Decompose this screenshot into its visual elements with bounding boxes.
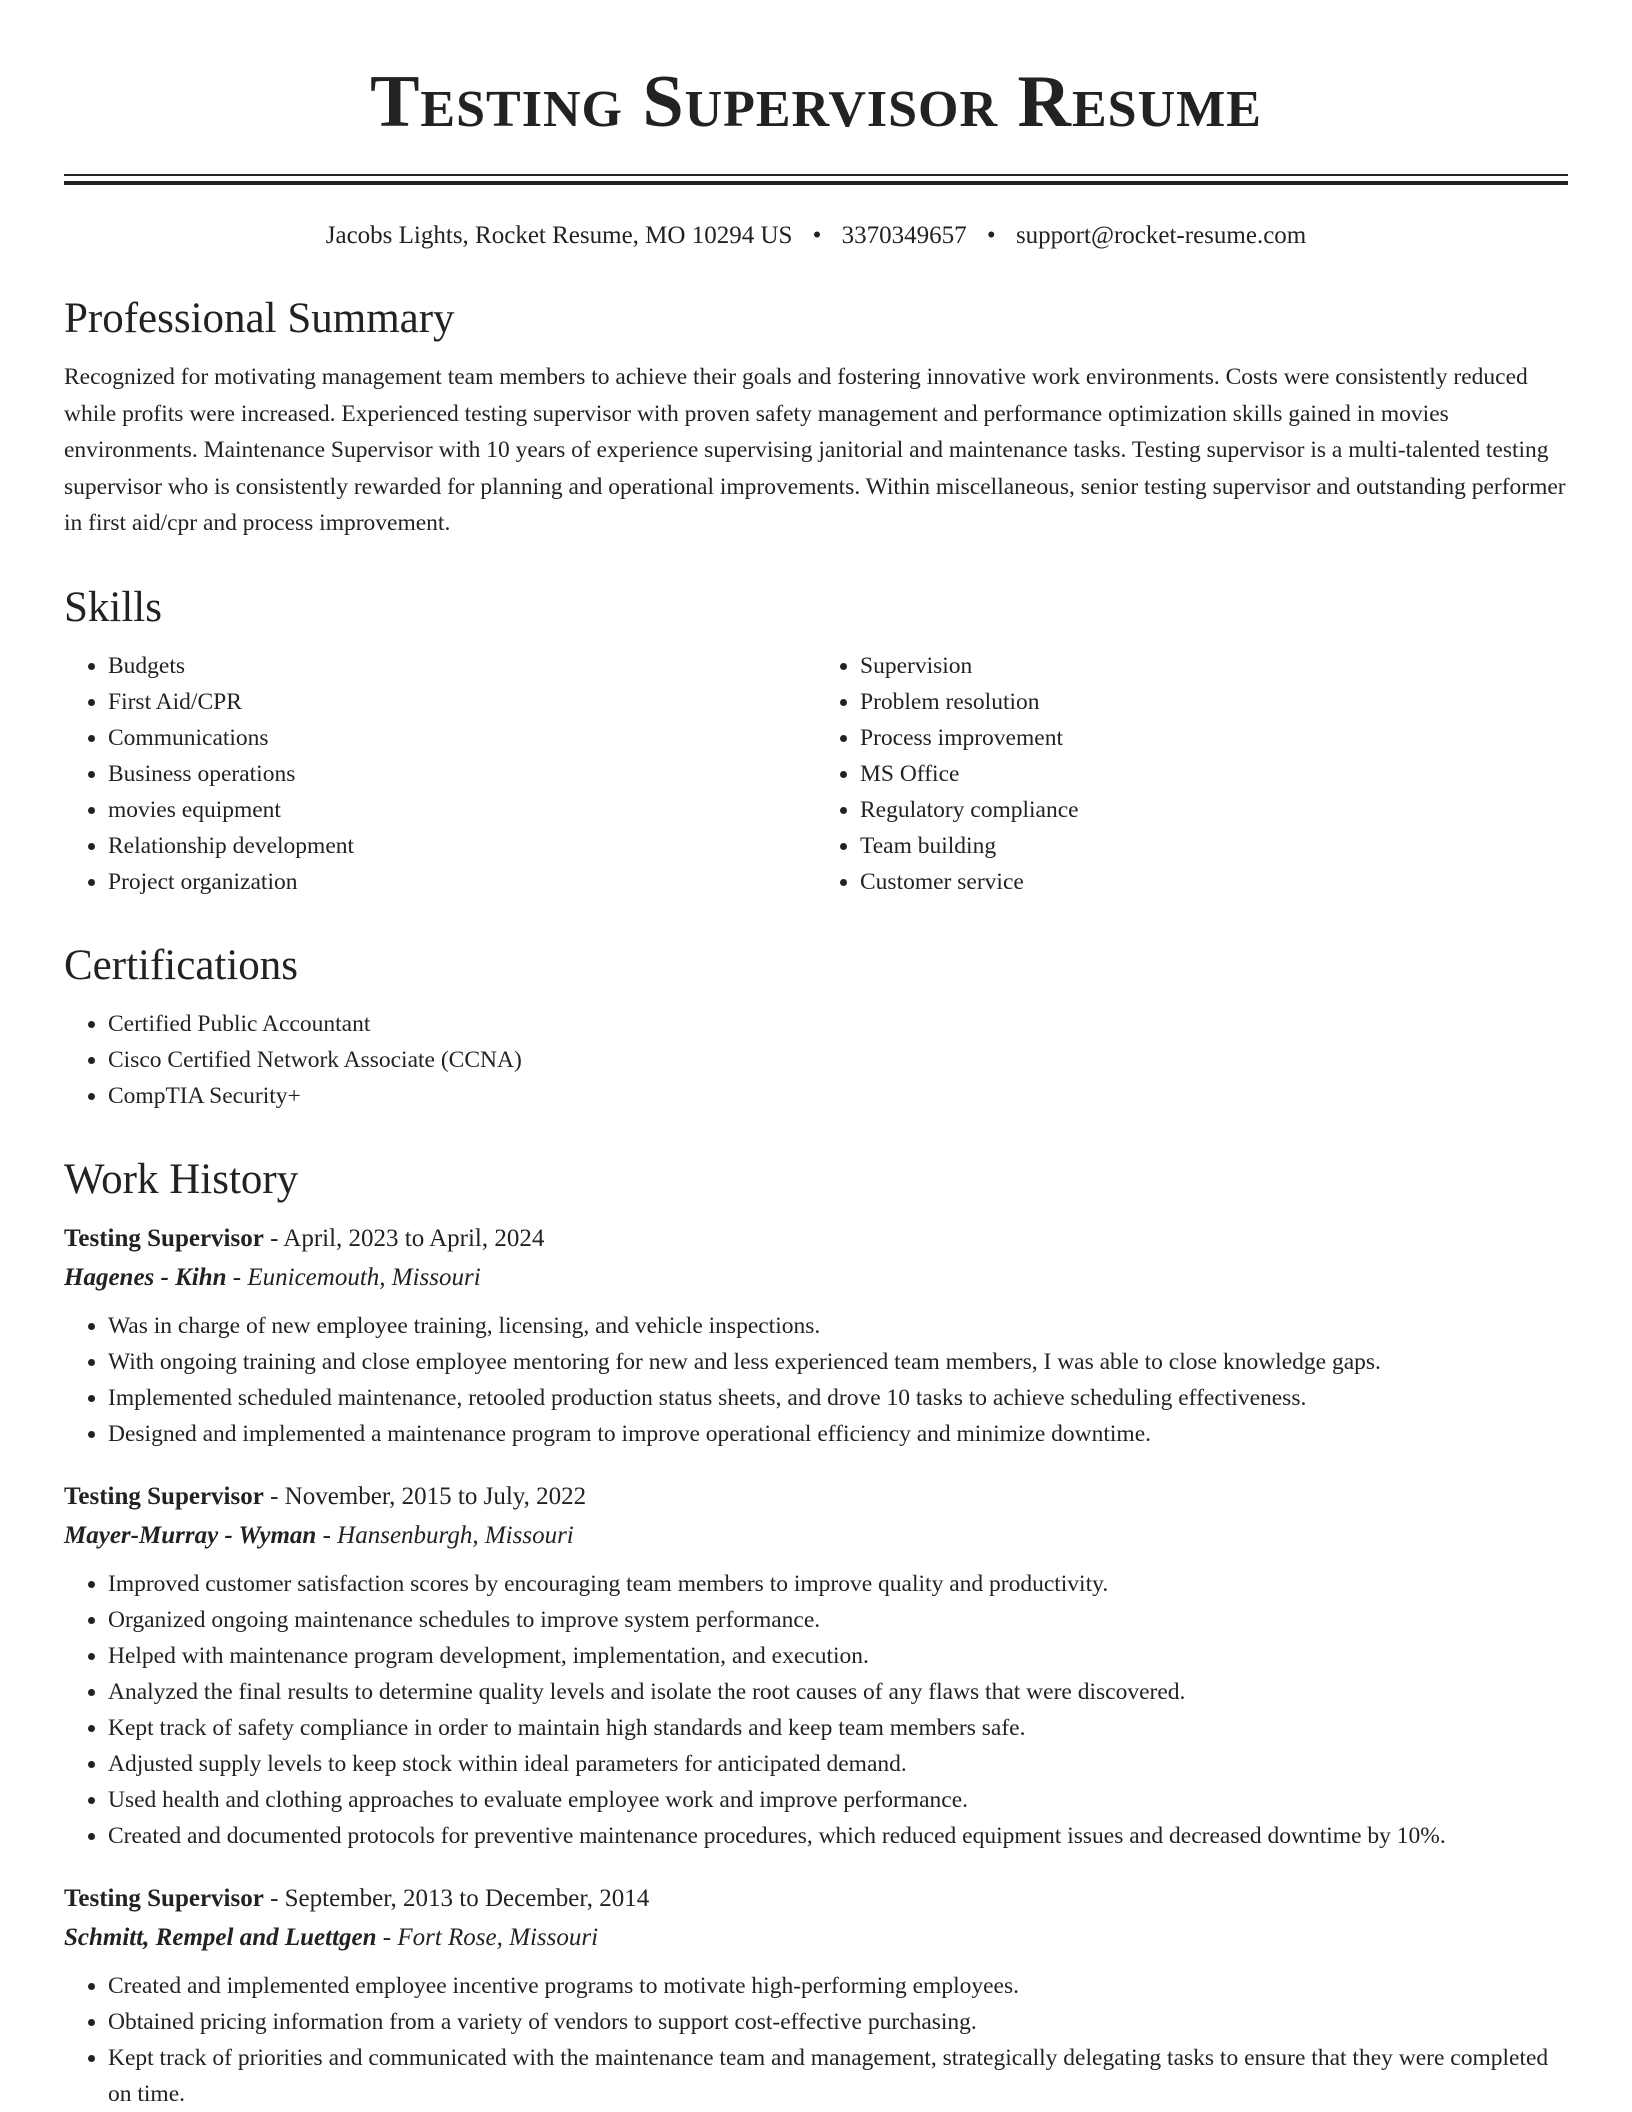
skills-list xyxy=(64,648,1568,900)
job-header xyxy=(64,1478,1568,1516)
skill-item: • Relationship development xyxy=(108,828,816,864)
job-duty: • Designed and implemented a maintenance program to improve operational efficiency and minimize downtime. xyxy=(108,1416,1568,1452)
job-duty: • Kept track of safety compliance in order to maintain high standards and keep team members safe. xyxy=(108,1710,1568,1746)
certifications-heading: Certifications xyxy=(64,941,299,989)
contact-separator: • xyxy=(812,222,822,249)
job-dates: - April, 2023 to April, 2024 xyxy=(263,1224,545,1252)
job-duties xyxy=(64,1308,1568,1452)
skill-item: • Project organization xyxy=(108,864,816,900)
job-company-line xyxy=(64,1918,1568,1958)
contact-address: Jacobs Lights, Rocket Resume, MO 10294 US xyxy=(325,222,793,249)
job-duty: • Used health and clothing approaches to evaluate employee work and improve performance. xyxy=(108,1782,1568,1818)
job-dates: - September, 2013 to December, 2014 xyxy=(263,1884,650,1912)
job-duties xyxy=(64,1566,1568,1854)
skills-heading: Skills xyxy=(64,583,162,631)
skill-item: • movies equipment xyxy=(108,792,816,828)
skills-left-column xyxy=(64,648,816,900)
job-duty: • Implemented scheduled maintenance, retooled production status sheets, and drove 10 tasks to achieve scheduling effectiveness. xyxy=(108,1380,1568,1416)
resume-page xyxy=(64,0,1568,2112)
job-title: Testing Supervisor xyxy=(64,1884,264,1912)
job-title: Testing Supervisor xyxy=(64,1482,264,1510)
skill-item: • Supervision xyxy=(860,648,1568,684)
job-duty: • Obtained pricing information from a variety of vendors to support cost-effective purchasing. xyxy=(108,2004,1568,2040)
certification-item: • Cisco Certified Network Associate (CCNA) xyxy=(108,1042,1568,1078)
job-duty: • With ongoing training and close employee mentoring for new and less experienced team members, I was able to close knowledge gaps. xyxy=(108,1344,1568,1380)
job-location: - Fort Rose, Missouri xyxy=(376,1923,599,1951)
summary-text: Recognized for motivating management team members to achieve their goals and fostering innovative work environments. Costs were consistently reduced while profits were increased. Experienced testing supervisor with proven safety management and performance optimization skills gained in movies environments. Maintenance Supervisor with 10 years of experience supervising janitorial and maintenance tasks. Testing supervisor is a multi-talented testing supervisor who is consistently rewarded for planning and operational improvements. Within miscellaneous, senior testing supervisor and outstanding performer in first aid/cpr and process improvement. xyxy=(64,364,1566,536)
job-dates: - November, 2015 to July, 2022 xyxy=(263,1482,587,1510)
job-duty: • Kept track of priorities and communicated with the maintenance team and management, strategically delegating tasks to ensure that they were completed on time. xyxy=(108,2040,1568,2112)
contact-line xyxy=(64,221,1568,251)
skill-item: • Customer service xyxy=(860,864,1568,900)
job-duty: • Created and implemented employee incentive programs to motivate high-performing employees. xyxy=(108,1968,1568,2004)
job-duty: • Organized ongoing maintenance schedules to improve system performance. xyxy=(108,1602,1568,1638)
job-company: Mayer-Murray - Wyman xyxy=(64,1521,317,1549)
contact-phone: 3370349657 xyxy=(841,222,967,249)
skill-item: • Process improvement xyxy=(860,720,1568,756)
job-company-line xyxy=(64,1516,1568,1556)
contact-separator: • xyxy=(986,222,996,249)
job-location: - Eunicemouth, Missouri xyxy=(226,1263,481,1291)
job-entry xyxy=(64,1880,1568,2112)
summary-heading: Professional Summary xyxy=(64,295,455,342)
certification-item: • Certified Public Accountant xyxy=(108,1006,1568,1042)
job-header xyxy=(64,1220,1568,1258)
job-company: Schmitt, Rempel and Luettgen xyxy=(64,1923,377,1951)
job-title: Testing Supervisor xyxy=(64,1224,264,1252)
job-duty: • Analyzed the final results to determine quality levels and isolate the root causes of any flaws that were discovered. xyxy=(108,1674,1568,1710)
job-header xyxy=(64,1880,1568,1918)
skill-item: • Business operations xyxy=(108,756,816,792)
job-company-line xyxy=(64,1258,1568,1298)
job-company: Hagenes - Kihn xyxy=(64,1263,227,1291)
certifications-list xyxy=(64,1006,1568,1114)
skill-item: • Problem resolution xyxy=(860,684,1568,720)
skill-item: • Communications xyxy=(108,720,816,756)
job-duty: • Created and documented protocols for preventive maintenance procedures, which reduced equipment issues and decreased downtime by 10%. xyxy=(108,1818,1568,1854)
skill-item: • MS Office xyxy=(860,756,1568,792)
certification-item: • CompTIA Security+ xyxy=(108,1078,1568,1114)
resume-title: Testing Supervisor Resume xyxy=(370,61,1262,143)
job-duty: • Was in charge of new employee training, licensing, and vehicle inspections. xyxy=(108,1308,1568,1344)
skill-item: • Budgets xyxy=(108,648,816,684)
job-entry xyxy=(64,1220,1568,1452)
job-entry xyxy=(64,1478,1568,1854)
job-duty: • Improved customer satisfaction scores by encouraging team members to improve quality and productivity. xyxy=(108,1566,1568,1602)
job-location: - Hansenburgh, Missouri xyxy=(316,1521,574,1549)
job-duties xyxy=(64,1968,1568,2112)
skills-right-column xyxy=(816,648,1568,900)
job-duty: • Helped with maintenance program development, implementation, and execution. xyxy=(108,1638,1568,1674)
skill-item: • Regulatory compliance xyxy=(860,792,1568,828)
job-duty: • Adjusted supply levels to keep stock within ideal parameters for anticipated demand. xyxy=(108,1746,1568,1782)
work-history-heading: Work History xyxy=(64,1155,299,1203)
skill-item: • First Aid/CPR xyxy=(108,684,816,720)
skill-item: • Team building xyxy=(860,828,1568,864)
title-divider xyxy=(64,174,1568,185)
contact-email: support@rocket-resume.com xyxy=(1015,222,1307,249)
